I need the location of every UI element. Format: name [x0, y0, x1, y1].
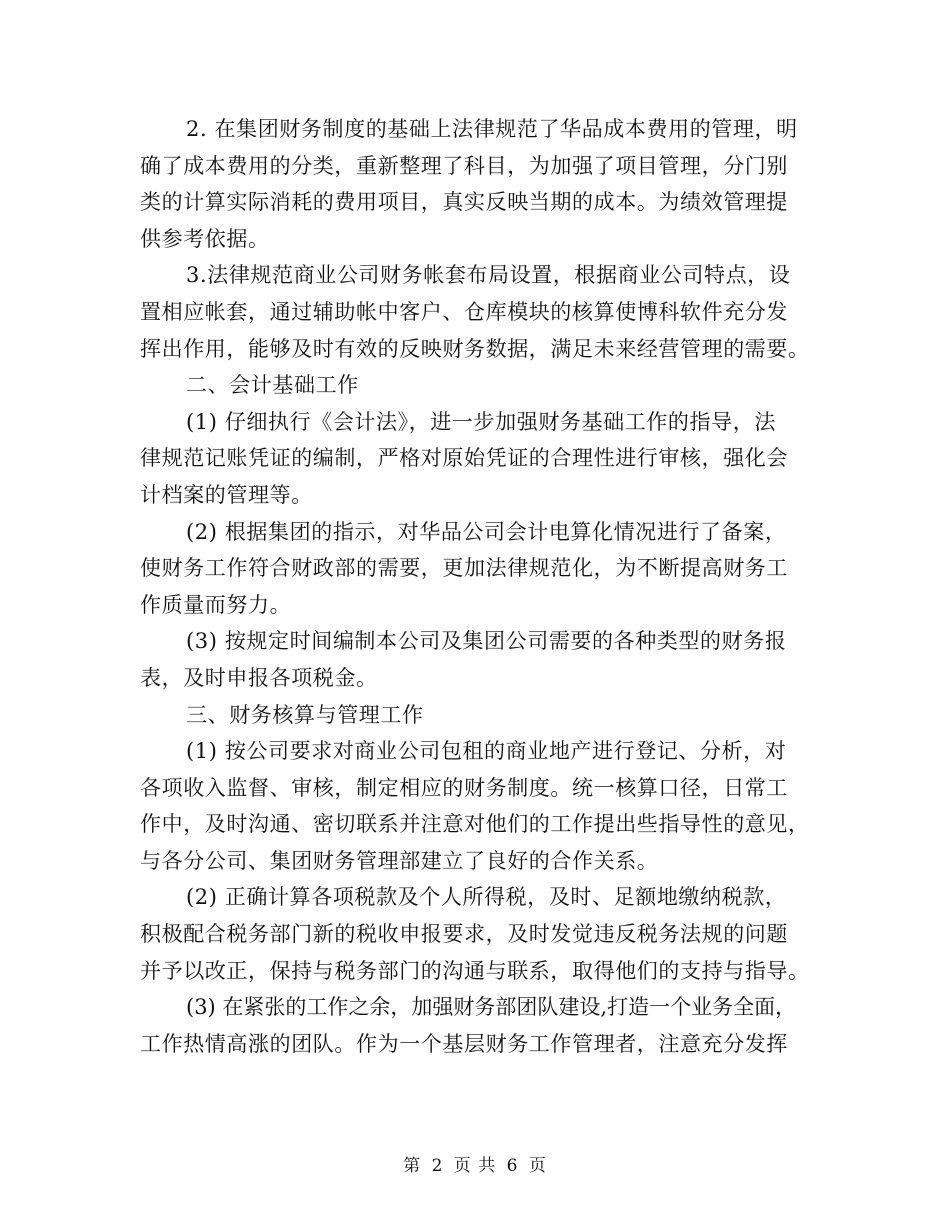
footer-prefix: 第	[403, 1156, 422, 1176]
text-line: 置相应帐套，通过辅助帐中客户、仓库模块的核算使博科软件充分发	[140, 299, 788, 324]
text-line: 作质量而努力。	[140, 592, 292, 617]
text-line: (2) 根据集团的指示，对华品公司会计电算化情况进行了备案，	[186, 519, 787, 544]
footer-middle: 页 共	[453, 1156, 497, 1176]
text-line: 挥出作用，能够及时有效的反映财务数据，满足未来经营管理的需要。	[140, 336, 810, 361]
text-line: 律规范记账凭证的编制，严格对原始凭证的合理性进行审核，强化会	[140, 446, 788, 471]
text-line: 确了成本费用的分类，重新整理了科目，为加强了项目管理，分门别	[140, 153, 788, 178]
text-line: 类的计算实际消耗的费用项目，真实反映当期的成本。为绩效管理提	[140, 190, 788, 215]
page-footer	[0, 1151, 950, 1176]
text-line: (2) 正确计算各项税款及个人所得税，及时、足额地缴纳税款，	[186, 885, 787, 910]
text-line: (3) 按规定时间编制本公司及集团公司需要的各种类型的财务报	[186, 629, 787, 654]
footer-total-pages: 6	[506, 1156, 519, 1176]
footer-current-page: 2	[431, 1156, 444, 1176]
text-line: (3) 在紧张的工作之余，加强财务部团队建设,打造一个业务全面，	[186, 995, 797, 1020]
text-line: 表，及时申报各项税金。	[140, 665, 378, 690]
text-line: 工作热情高涨的团队。作为一个基层财务工作管理者，注意充分发挥	[140, 1031, 788, 1056]
text-line: 使财务工作符合财政部的需要，更加法律规范化，为不断提高财务工	[140, 556, 788, 581]
text-line: (1) 按公司要求对商业公司包租的商业地产进行登记、分析，对	[186, 739, 787, 764]
text-line: 二、会计基础工作	[186, 373, 359, 398]
text-line: 供参考依据。	[140, 226, 270, 251]
text-line: 各项收入监督、审核，制定相应的财务制度。统一核算口径，日常工	[140, 775, 788, 800]
document-body	[140, 111, 810, 1062]
text-line: 并予以改正，保持与税务部门的沟通与联系，取得他们的支持与指导。	[140, 958, 810, 983]
text-line: 3.法律规范商业公司财务帐套布局设置，根据商业公司特点，设	[186, 263, 791, 288]
footer-suffix: 页	[528, 1156, 547, 1176]
text-line: 2. 在集团财务制度的基础上法律规范了华品成本费用的管理，明	[186, 117, 798, 141]
text-line: 三、财务核算与管理工作	[186, 702, 424, 727]
text-line: (1) 仔细执行《会计法》，进一步加强财务基础工作的指导，法	[186, 409, 776, 434]
text-line: 计档案的管理等。	[140, 482, 313, 507]
text-line: 与各分公司、集团财务管理部建立了良好的合作关系。	[140, 848, 659, 873]
text-line: 作中，及时沟通、密切联系并注意对他们的工作提出些指导性的意见，	[140, 812, 810, 837]
text-line: 积极配合税务部门新的税收申报要求，及时发觉违反税务法规的问题	[140, 922, 788, 947]
